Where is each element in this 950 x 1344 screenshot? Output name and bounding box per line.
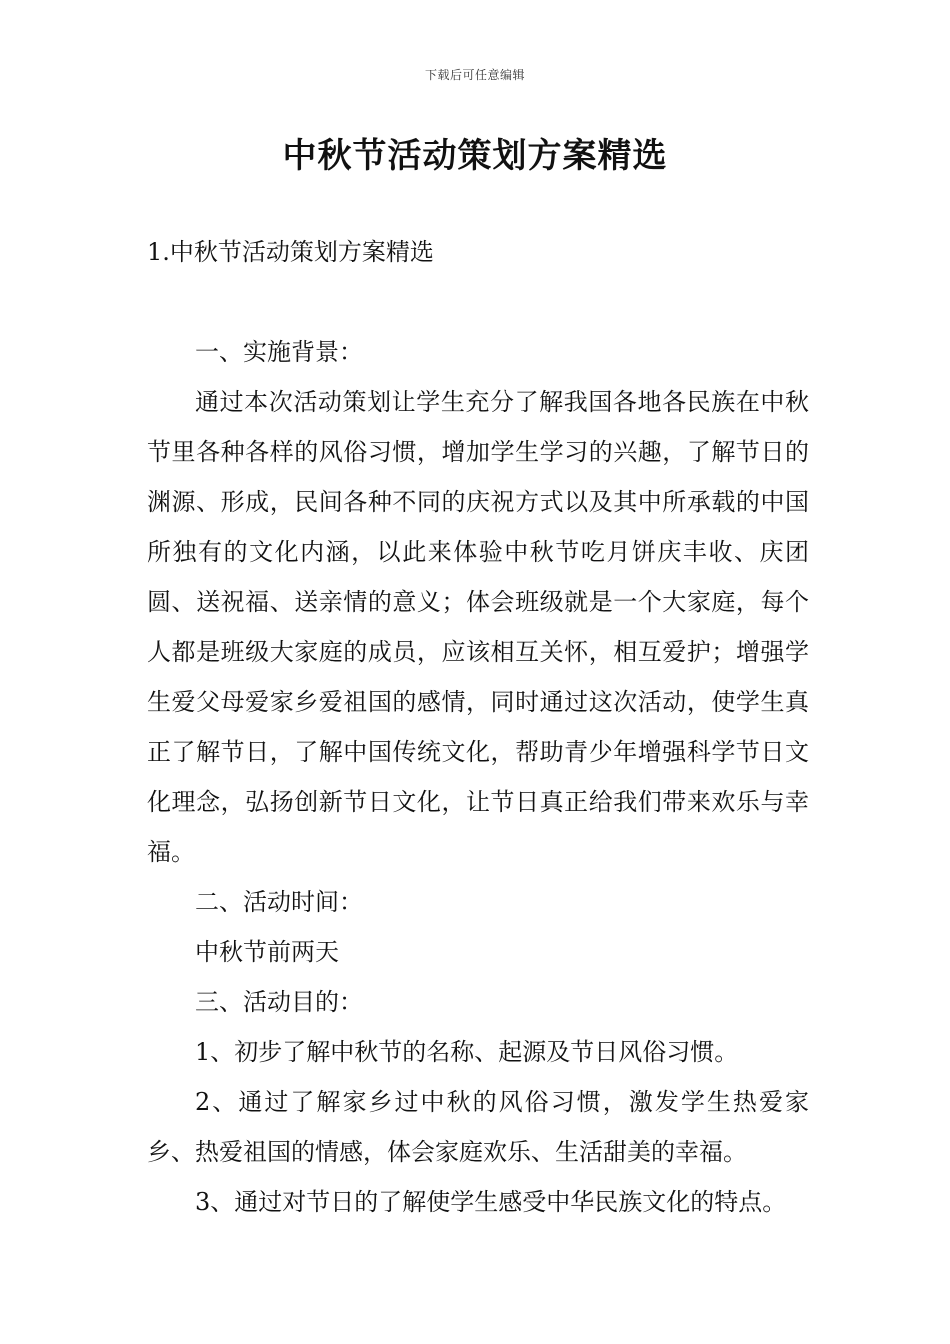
- paragraph-time-heading: 二、活动时间：: [195, 888, 363, 916]
- document-body: [147, 327, 809, 1227]
- document-title: 中秋节活动策划方案精选: [282, 136, 668, 176]
- paragraph-time-text: 中秋节前两天: [195, 938, 339, 966]
- paragraph-background-text: 通过本次活动策划让学生充分了解我国各地各民族在中秋节里各种各样的风俗习惯，增加学生学习的兴趣，了解节日的渊源、形成，民间各种不同的庆祝方式以及其中所承载的中国所独有的文化内涵，以此来体验中秋节吃月饼庆丰收、庆团圆、送祝福、送亲情的意义；体会班级就是一个大家庭，每个人都是班级大家庭的成员，应该相互关怀，相互爱护；增强学生爱父母爱家乡爱祖国的感情，同时通过这次活动，使学生真正了解节日，了解中国传统文化，帮助青少年增强科学节日文化理念，弘扬创新节日文化，让节日真正给我们带来欢乐与幸福。: [147, 388, 809, 866]
- paragraph-goal-2: 2、通过了解家乡过中秋的风俗习惯，激发学生热爱家乡、热爱祖国的情感，体会家庭欢乐、生活甜美的幸福。: [147, 1088, 809, 1166]
- paragraph-background-heading: 一、实施背景：: [195, 338, 363, 366]
- header-note: 下载后可任意编辑: [424, 68, 525, 82]
- section-heading: 1.中秋节活动策划方案精选: [147, 238, 434, 266]
- paragraph-goal-3: 3、通过对节日的了解使学生感受中华民族文化的特点。: [195, 1188, 787, 1216]
- paragraph-goals-heading: 三、活动目的：: [195, 988, 363, 1016]
- paragraph-goal-1: 1、初步了解中秋节的名称、起源及节日风俗习惯。: [195, 1038, 739, 1066]
